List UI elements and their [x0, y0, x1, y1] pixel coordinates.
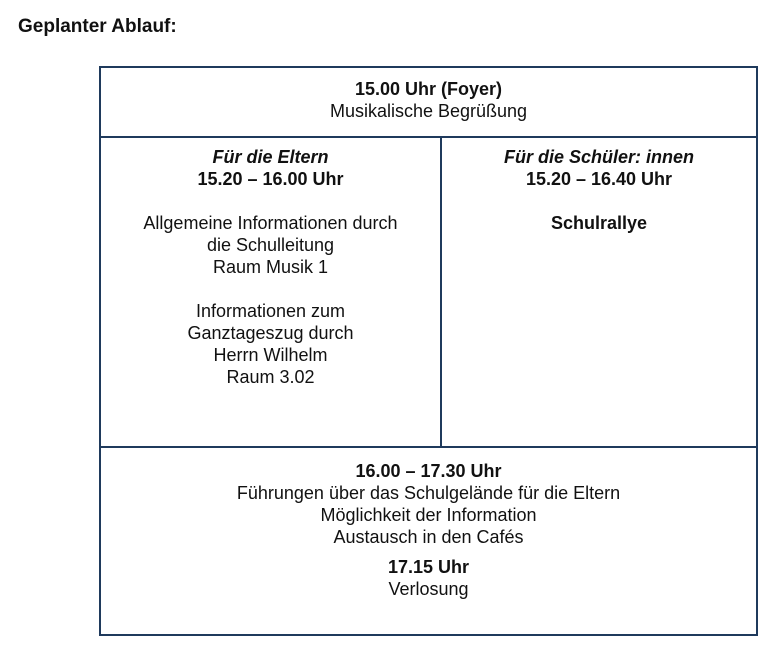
students-activity: Schulrallye — [550, 213, 648, 233]
opening-text: Musikalische Begrüßung — [329, 101, 528, 121]
students-cell — [441, 137, 757, 447]
closing-time: 16.00 – 17.30 Uhr — [355, 461, 502, 481]
students-time: 15.20 – 16.40 Uhr — [525, 169, 673, 189]
raffle-time: 17.15 Uhr — [387, 557, 470, 577]
parents-info1-line: Raum Musik 1 — [212, 257, 329, 277]
parents-info2-line: Herrn Wilhelm — [213, 345, 328, 365]
students-title: Für die Schüler: innen — [503, 147, 695, 167]
parents-cell — [100, 137, 441, 447]
closing-line: Austausch in den Cafés — [333, 527, 524, 547]
closing-cell — [100, 447, 757, 635]
closing-line: Möglichkeit der Information — [320, 505, 537, 525]
parents-info2-line: Ganztageszug durch — [187, 323, 354, 343]
parents-title: Für die Eltern — [212, 147, 329, 167]
parents-info2-line: Informationen zum — [195, 301, 346, 321]
page-heading: Geplanter Ablauf: — [18, 16, 177, 37]
schedule-table — [99, 66, 758, 636]
raffle-text: Verlosung — [388, 579, 469, 599]
parents-time: 15.20 – 16.00 Uhr — [197, 169, 344, 189]
parents-info2-line: Raum 3.02 — [226, 367, 315, 387]
opening-cell — [100, 67, 757, 137]
opening-time: 15.00 Uhr (Foyer) — [354, 79, 503, 99]
parents-info1-line: die Schulleitung — [206, 235, 335, 255]
closing-line: Führungen über das Schulgelände für die Eltern — [236, 483, 621, 503]
parents-info1-line: Allgemeine Informationen durch — [143, 213, 398, 233]
